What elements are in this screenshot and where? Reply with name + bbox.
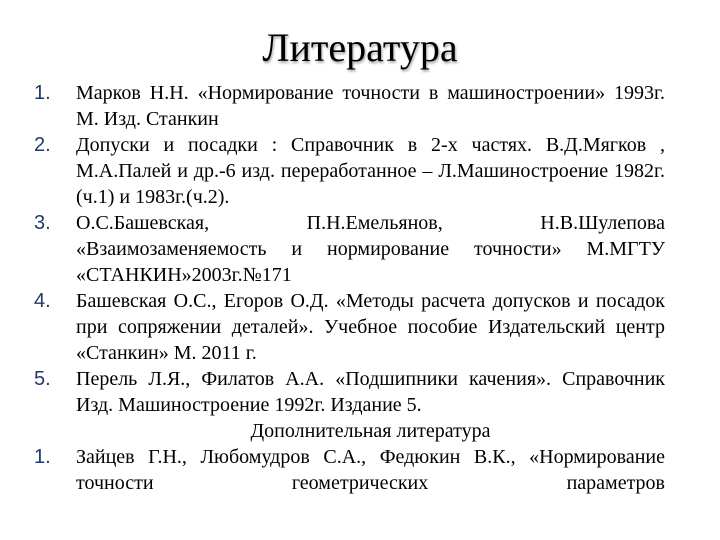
item-text: Марков Н.Н. «Нормирование точности в машиностроении» 1993г. М. Изд. Станкин bbox=[76, 82, 665, 130]
list-item bbox=[0, 210, 720, 288]
item-number: 3. bbox=[34, 212, 51, 234]
item-number: 1. bbox=[34, 446, 51, 468]
reference-list bbox=[0, 80, 720, 496]
section-subheading: Дополнительная литература bbox=[250, 420, 491, 442]
item-text: Допуски и посадки : Справочник в 2-х частях. В.Д.Мягков , М.А.Палей и др.-6 изд. переработанное – Л.Машиностроение 1982г.(ч.1) и 1983г.(ч.2). bbox=[76, 134, 665, 208]
list-item bbox=[0, 80, 720, 132]
list-item bbox=[0, 444, 720, 496]
item-number: 2. bbox=[34, 134, 51, 156]
list-item bbox=[0, 132, 720, 210]
item-text: Перель Л.Я., Филатов А.А. «Подшипники качения». Справочник Изд. Машиностроение 1992г. Издание 5. bbox=[76, 368, 665, 416]
item-number: 5. bbox=[34, 368, 51, 390]
item-number: 4. bbox=[34, 290, 51, 312]
item-text: Зайцев Г.Н., Любомудров С.А., Федюкин В.К., «Нормирование точности геометрических параметров bbox=[76, 446, 665, 494]
list-item bbox=[0, 366, 720, 418]
page-title: Литература bbox=[262, 25, 458, 70]
item-number: 1. bbox=[34, 82, 51, 104]
item-text: Башевская О.С., Егоров О.Д. «Методы расчета допусков и посадок при сопряжении деталей». Учебное пособие Издательский центр «Станкин» М. 2011 г. bbox=[76, 290, 665, 364]
list-item bbox=[0, 288, 720, 366]
item-text: О.С.Башевская, П.Н.Емельянов, Н.В.Шулепова «Взаимозаменяемость и нормирование точности» М.МГТУ «СТАНКИН»2003г.№171 bbox=[76, 212, 665, 286]
